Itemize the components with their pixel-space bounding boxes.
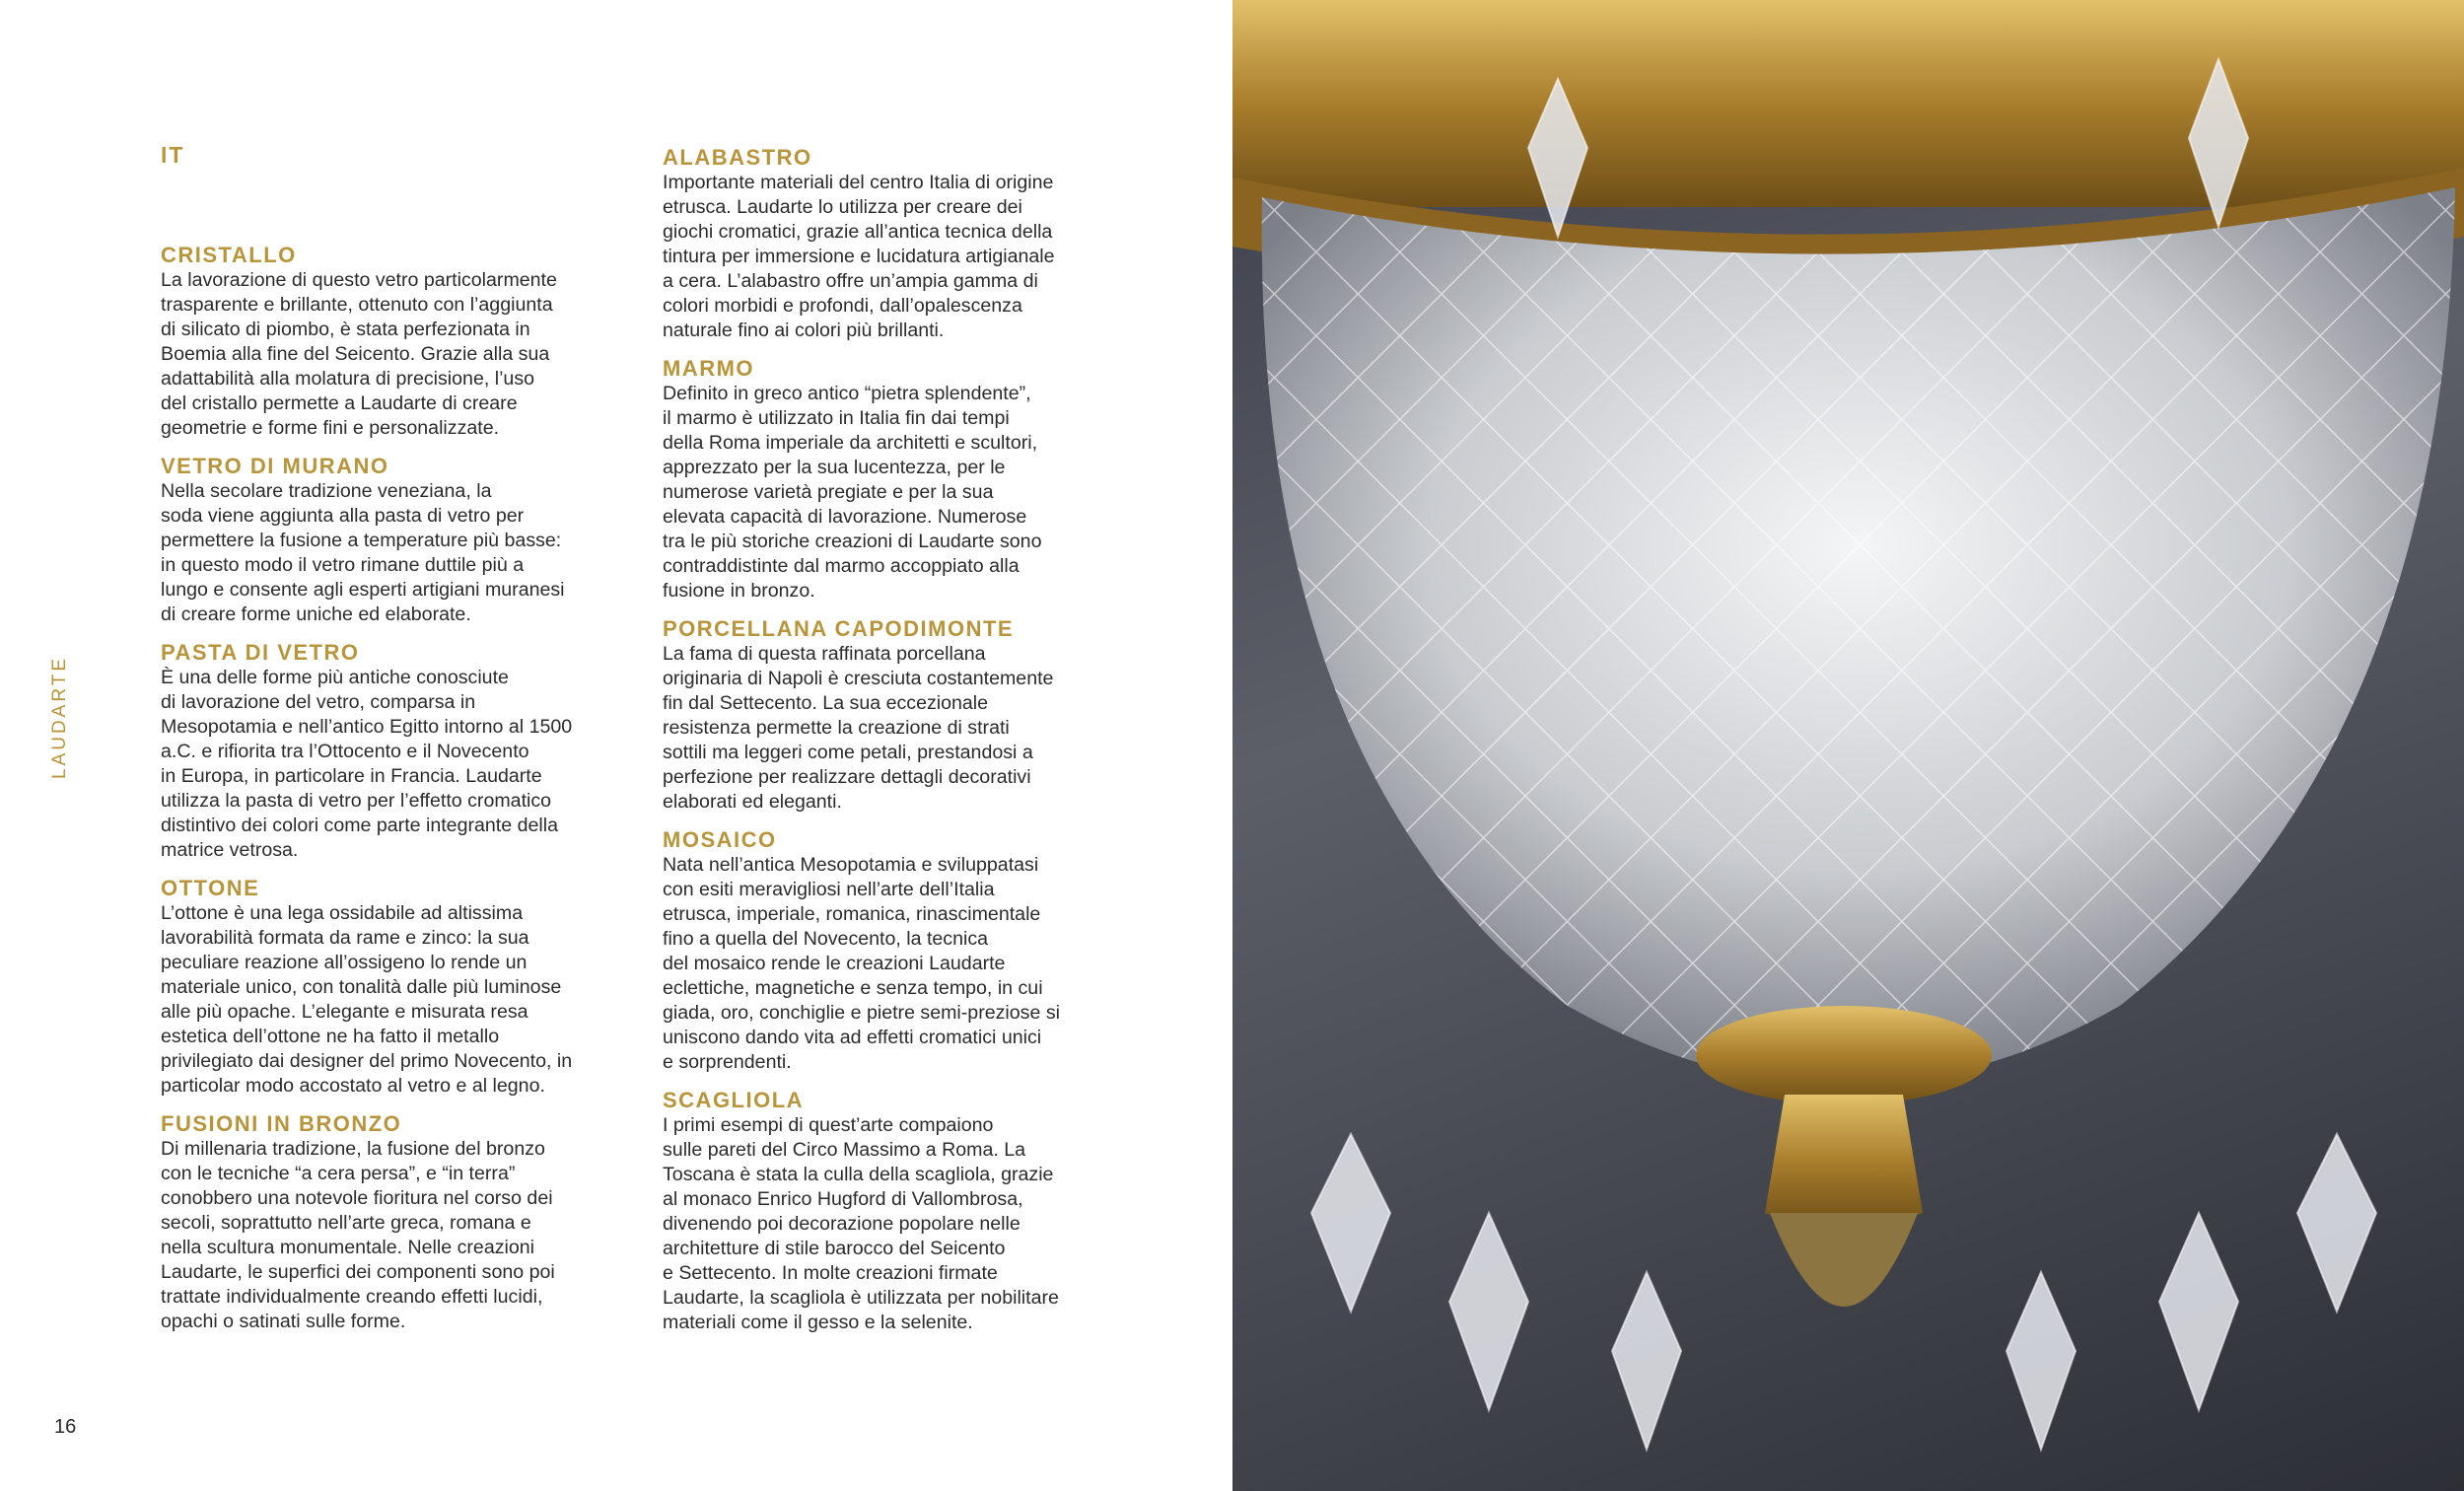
- bronze-acorn-top: [1765, 1095, 1923, 1228]
- section-title: MARMO: [663, 356, 755, 381]
- section-title: CRISTALLO: [161, 243, 297, 267]
- section-text: Nata nell’antica Mesopotamia e sviluppatasi con esiti meravigliosi nell’arte dell’Italia etrusca, imperiale, romanica, rinascimentale fino a quella del Novecento, la tecnica del mosaico rende le creazioni Laudarte eclettiche, magnetiche e senza tempo, in cui giada, oro, conchiglie e pietre semi-preziose si uniscono dando vita ad effetti cromatici unici e sorprendenti.: [663, 854, 1060, 1073]
- section-mosaico: [663, 827, 1106, 1075]
- section-porcellana-capodimonte: [663, 616, 1106, 815]
- section-fusioni-in-bronzo: [161, 1111, 604, 1334]
- section-text: I primi esempi di quest’arte compaiono sulle pareti del Circo Massimo a Roma. La Toscana è stata la culla della scagliola, grazie al monaco Enrico Hugford di Vallombrosa, divenendo poi decorazione popolare nelle architetture di stile barocco del Seicento e Settecento. In molte creazioni firmate Laudarte, la scagliola è utilizzata per nobilitare materiali come il gesso e la selenite.: [663, 1114, 1059, 1333]
- page-number: 16: [54, 1416, 77, 1438]
- section-title: SCAGLIOLA: [663, 1088, 805, 1112]
- section-title: PASTA DI VETRO: [161, 640, 360, 665]
- section-text: La fama di questa raffinata porcellana originaria di Napoli è cresciuta costantemente fin dal Settecento. La sua eccezionale resistenza permette la creazione di strati sottili ma leggeri come petali, prestandosi a perfezione per realizzare dettagli decorativi elaborati ed eleganti.: [663, 643, 1054, 813]
- section-ottone: [161, 876, 604, 1099]
- section-text: L’ottone è una lega ossidabile ad altissima lavorabilità formata da rame e zinco: la sua peculiare reazione all’ossigeno lo rende un materiale unico, con tonalità dalle più luminose alle più opache. L’elegante e misurata resa estetica dell’ottone ne ha fatto il metallo privilegiato dai designer del primo Novecento, in particolar modo accostato al vetro e al legno.: [161, 902, 573, 1097]
- section-marmo: [663, 356, 1106, 604]
- section-vetro-di-murano: [161, 454, 604, 627]
- section-title: FUSIONI IN BRONZO: [161, 1111, 402, 1136]
- column-right: [663, 145, 1106, 1348]
- section-pasta-di-vetro: [161, 640, 604, 863]
- section-title: PORCELLANA CAPODIMONTE: [663, 616, 1015, 641]
- bronze-acorn: [1770, 1213, 1918, 1307]
- section-alabastro: [663, 145, 1106, 343]
- bronze-collar: [1696, 1006, 1992, 1104]
- section-title: ALABASTRO: [663, 145, 812, 170]
- section-text: Importante materiali del centro Italia di origine etrusca. Laudarte lo utilizza per creare dei giochi cromatici, grazie all’antica tecnica della tintura per immersione e lucidatura artigianale a cera. L’alabastro offre un’ampia gamma di colori morbidi e profondi, dall’opalescenza naturale fino ai colori più brillanti.: [663, 172, 1055, 341]
- section-text: Definito in greco antico “pietra splendente”, il marmo è utilizzato in Italia fin dai tempi della Roma imperiale da architetti e scultori, apprezzato per la sua lucentezza, per le numerose varietà pregiate e per la sua elevata capacità di lavorazione. Numerose tra le più storiche creazioni di Laudarte sono contraddistinte dal marmo accoppiato alla fusione in bronzo.: [663, 383, 1042, 602]
- section-title: MOSAICO: [663, 827, 777, 852]
- section-cristallo: [161, 243, 604, 441]
- crystal-diamond-cut: [1262, 187, 2455, 1085]
- column-left: [161, 243, 604, 1347]
- brand-vertical-label: LAUDARTE: [49, 655, 70, 779]
- section-text: Di millenaria tradizione, la fusione del bronzo con le tecniche “a cera persa”, e “in terra” conobbero una notevole fioritura nel corso dei secoli, soprattutto nell’arte greca, romana e nella scultura monumentale. Nelle creazioni Laudarte, le superfici dei componenti sono poi trattate individualmente creando effetti lucidi, opachi o satinati sulle forme.: [161, 1138, 555, 1332]
- section-scagliola: [663, 1088, 1106, 1335]
- gold-frame: [1232, 0, 2464, 207]
- section-title: VETRO DI MURANO: [161, 454, 389, 478]
- section-text: La lavorazione di questo vetro particolarmente trasparente e brillante, ottenuto con l’aggiunta di silicato di piombo, è stata perfezionata in Boemia alla fine del Seicento. Grazie alla sua adattabilità alla molatura di precisione, l’uso del cristallo permette a Laudarte di creare geometrie e forme fini e personalizzate.: [161, 269, 557, 439]
- section-text: Nella secolare tradizione veneziana, la soda viene aggiunta alla pasta di vetro per permettere la fusione a temperature più basse: in questo modo il vetro rimane duttile più a lungo e consente agli esperti artigiani muranesi di creare forme uniche ed elaborate.: [161, 480, 565, 625]
- chandelier-illustration: [1232, 0, 2464, 1491]
- section-title: OTTONE: [161, 876, 260, 900]
- language-label: IT: [161, 142, 185, 168]
- section-text: È una delle forme più antiche conosciute di lavorazione del vetro, comparsa in Mesopotamia e nell’antico Egitto intorno al 1500 a.C. e rifiorita tra l’Ottocento e il Novecento in Europa, in particolare in Francia. Laudarte utilizza la pasta di vetro per l’effetto cromatico distintivo dei colori come parte integrante della matrice vetrosa.: [161, 667, 573, 861]
- chandelier-photo: [1232, 0, 2464, 1491]
